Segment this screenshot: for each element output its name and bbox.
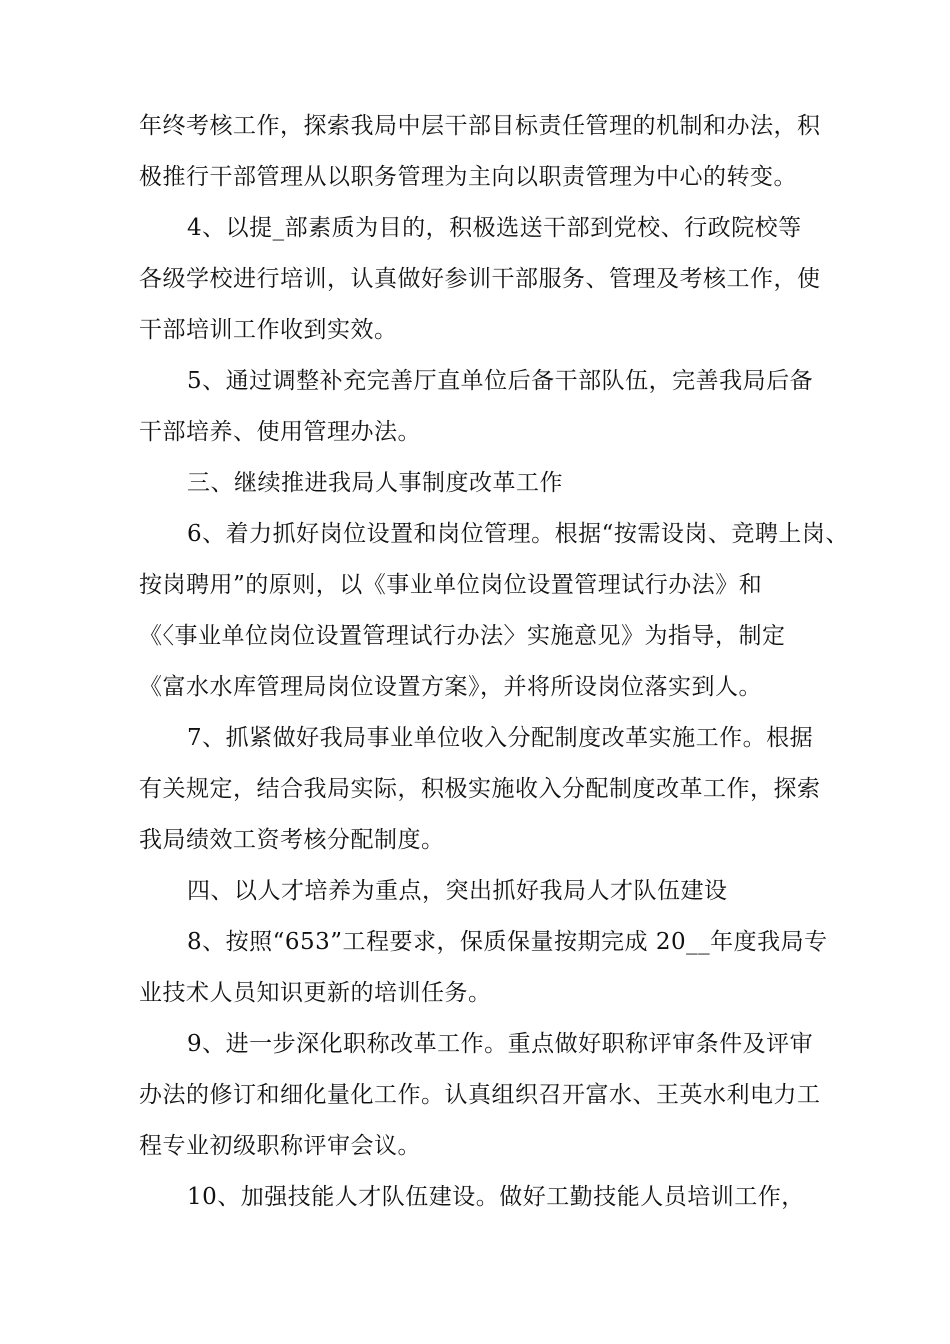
paragraph-start-line: 5、通过调整补充完善厅直单位后备干部队伍，完善我局后备 (187, 368, 814, 394)
paragraph-start-line: 6、着力抓好岗位设置和岗位管理。根据“按需设岗、竞聘上岗、 (187, 521, 849, 547)
text-line: 干部培训工作收到实效。 (139, 317, 398, 343)
section-heading: 三、继续推进我局人事制度改革工作 (187, 470, 563, 496)
text-line: 业技术人员知识更新的培训任务。 (139, 980, 492, 1006)
paragraph-start-line: 8、按照“653”工程要求，保质保量按期完成 20__年度我局专 (187, 929, 828, 955)
section-heading: 四、以人才培养为重点，突出抓好我局人才队伍建设 (187, 878, 728, 904)
paragraph-start-line: 10、加强技能人才队伍建设。做好工勤技能人员培训工作， (187, 1184, 805, 1210)
text-line: 干部培养、使用管理办法。 (139, 419, 421, 445)
text-line: 年终考核工作，探索我局中层干部目标责任管理的机制和办法，积 (139, 113, 821, 139)
paragraph-start-line: 4、以提_部素质为目的，积极选送干部到党校、行政院校等 (187, 215, 802, 241)
text-line: 极推行干部管理从以职务管理为主向以职责管理为中心的转变。 (139, 164, 797, 190)
text-line: 《富水水库管理局岗位设置方案》，并将所设岗位落实到人。 (139, 674, 762, 700)
text-line: 办法的修订和细化量化工作。认真组织召开富水、王英水利电力工 (139, 1082, 821, 1108)
text-line: 各级学校进行培训，认真做好参训干部服务、管理及考核工作，使 (139, 266, 821, 292)
paragraph-start-line: 9、进一步深化职称改革工作。重点做好职称评审条件及评审 (187, 1031, 814, 1057)
text-line: 《〈事业单位岗位设置管理试行办法〉实施意见》为指导，制定 (139, 623, 786, 649)
text-line: 我局绩效工资考核分配制度。 (139, 827, 445, 853)
text-line: 有关规定，结合我局实际，积极实施收入分配制度改革工作，探索 (139, 776, 821, 802)
text-line: 按岗聘用”的原则，以《事业单位岗位设置管理试行办法》和 (139, 572, 763, 598)
paragraph-start-line: 7、抓紧做好我局事业单位收入分配制度改革实施工作。根据 (187, 725, 814, 751)
text-line: 程专业初级职称评审会议。 (139, 1133, 421, 1159)
